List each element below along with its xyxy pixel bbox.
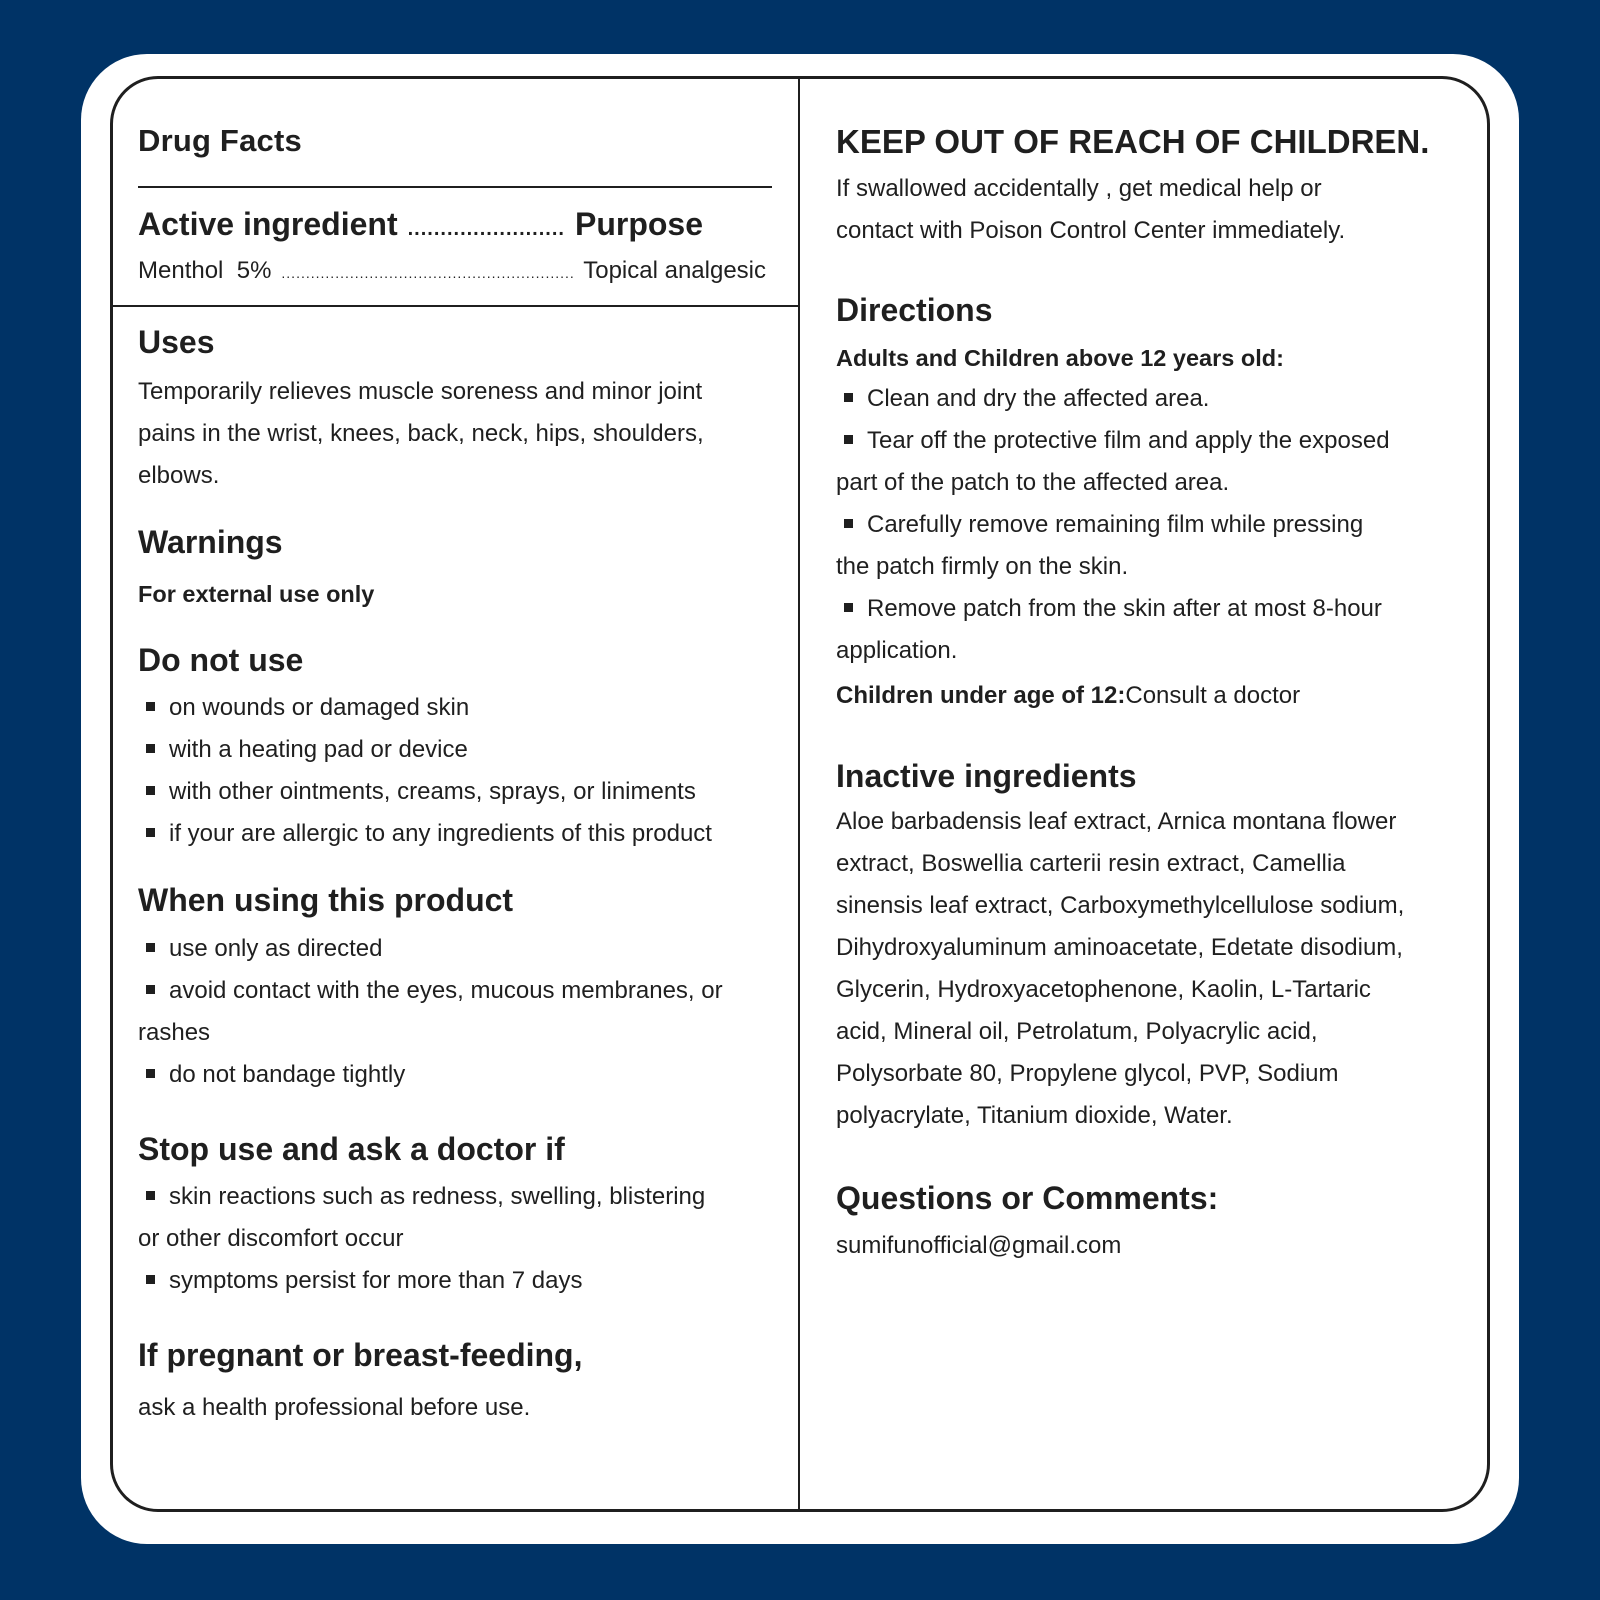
list-item: if your are allergic to any ingredients of this product [138, 813, 712, 855]
list-item: do not bandage tightly [138, 1054, 723, 1096]
bullet-icon [146, 1069, 155, 1078]
bullet-icon [146, 702, 155, 711]
inactive-line: Aloe barbadensis leaf extract, Arnica montana flower [836, 808, 1397, 835]
uses-line: Temporarily relieves muscle soreness and minor joint [138, 378, 703, 405]
list-item: avoid contact with the eyes, mucous membranes, or rashes [138, 977, 723, 1046]
inactive-line: extract, Boswellia carterii resin extract, Camellia [836, 850, 1346, 877]
stop-use-list [138, 1176, 705, 1302]
bullet-icon [844, 393, 853, 402]
list-item: Carefully remove remaining film while pressing the patch firmly on the skin. [836, 511, 1364, 580]
list-item: use only as directed [138, 928, 723, 970]
keep-out-line: contact with Poison Control Center immediately. [836, 217, 1346, 244]
bullet-icon [146, 1275, 155, 1284]
pregnant-text: ask a health professional before use. [138, 1394, 531, 1421]
contact-email[interactable]: sumifunofficial@gmail.com [836, 1232, 1122, 1259]
purpose-header: Purpose [574, 206, 703, 242]
list-item: Remove patch from the skin after at most 8-hour application. [836, 595, 1382, 664]
uses-text [138, 371, 704, 497]
bullet-icon [146, 786, 155, 795]
keep-out-heading: KEEP OUT OF REACH OF CHILDREN. [836, 123, 1430, 160]
bullet-icon [146, 1191, 155, 1200]
stop-use-heading: Stop use and ask a doctor if [138, 1131, 565, 1167]
inactive-line: Polysorbate 80, Propylene glycol, PVP, Sodium [836, 1060, 1339, 1087]
directions-list [836, 378, 1390, 672]
ingredient-purpose: Topical analgesic [583, 257, 766, 284]
list-item: on wounds or damaged skin [138, 687, 712, 729]
directions-heading: Directions [836, 292, 993, 328]
title-rule [138, 186, 772, 188]
bullet-icon [146, 943, 155, 952]
bullet-icon [146, 985, 155, 994]
bullet-icon [844, 603, 853, 612]
list-item: symptoms persist for more than 7 days [138, 1260, 705, 1302]
children-text: Consult a doctor [1125, 682, 1301, 709]
when-using-list [138, 928, 723, 1096]
uses-line: elbows. [138, 462, 220, 489]
bullet-icon [844, 435, 853, 444]
inactive-heading: Inactive ingredients [836, 758, 1137, 794]
drug-facts-title: Drug Facts [138, 123, 302, 158]
header-leader [408, 218, 565, 241]
uses-line: pains in the wrist, knees, back, neck, hips, shoulders, [138, 420, 704, 447]
column-divider [798, 78, 800, 1510]
uses-heading: Uses [138, 324, 215, 360]
list-item: Clean and dry the affected area. [836, 378, 1390, 420]
active-ingredient-row [138, 257, 766, 285]
section-rule [113, 305, 799, 307]
list-item: with other ointments, creams, sprays, or liniments [138, 771, 712, 813]
inactive-text [836, 801, 1404, 1137]
ingredient-leader [281, 265, 573, 281]
warnings-heading: Warnings [138, 524, 283, 560]
when-using-heading: When using this product [138, 882, 514, 918]
children-under-12 [836, 682, 1300, 710]
do-not-use-list [138, 687, 712, 855]
questions-heading: Questions or Comments: [836, 1180, 1219, 1216]
pregnant-heading: If pregnant or breast-feeding, [138, 1337, 583, 1373]
active-ingredient-header: Active ingredient [138, 206, 398, 242]
adults-label: Adults and Children above 12 years old: [836, 345, 1284, 371]
list-item: with a heating pad or device [138, 729, 712, 771]
ingredient-name: Menthol 5% [138, 257, 272, 284]
active-ingredient-header-row [138, 206, 703, 243]
children-label: Children under age of 12: [836, 682, 1126, 709]
inactive-line: polyacrylate, Titanium dioxide, Water. [836, 1102, 1233, 1129]
bullet-icon [146, 828, 155, 837]
keep-out-text [836, 168, 1345, 252]
list-item: Tear off the protective film and apply the exposed part of the patch to the affected area. [836, 427, 1390, 496]
do-not-use-heading: Do not use [138, 642, 304, 678]
inactive-line: acid, Mineral oil, Petrolatum, Polyacrylic acid, [836, 1018, 1318, 1045]
bullet-icon [146, 744, 155, 753]
inactive-line: sinensis leaf extract, Carboxymethylcellulose sodium, [836, 892, 1405, 919]
keep-out-line: If swallowed accidentally , get medical help or [836, 175, 1322, 202]
inactive-line: Glycerin, Hydroxyacetophenone, Kaolin, L-Tartaric [836, 976, 1371, 1003]
inactive-line: Dihydroxyaluminum aminoacetate, Edetate disodium, [836, 934, 1403, 961]
bullet-icon [844, 519, 853, 528]
external-use-note: For external use only [138, 581, 375, 607]
list-item: skin reactions such as redness, swelling, blistering or other discomfort occur [138, 1183, 706, 1252]
